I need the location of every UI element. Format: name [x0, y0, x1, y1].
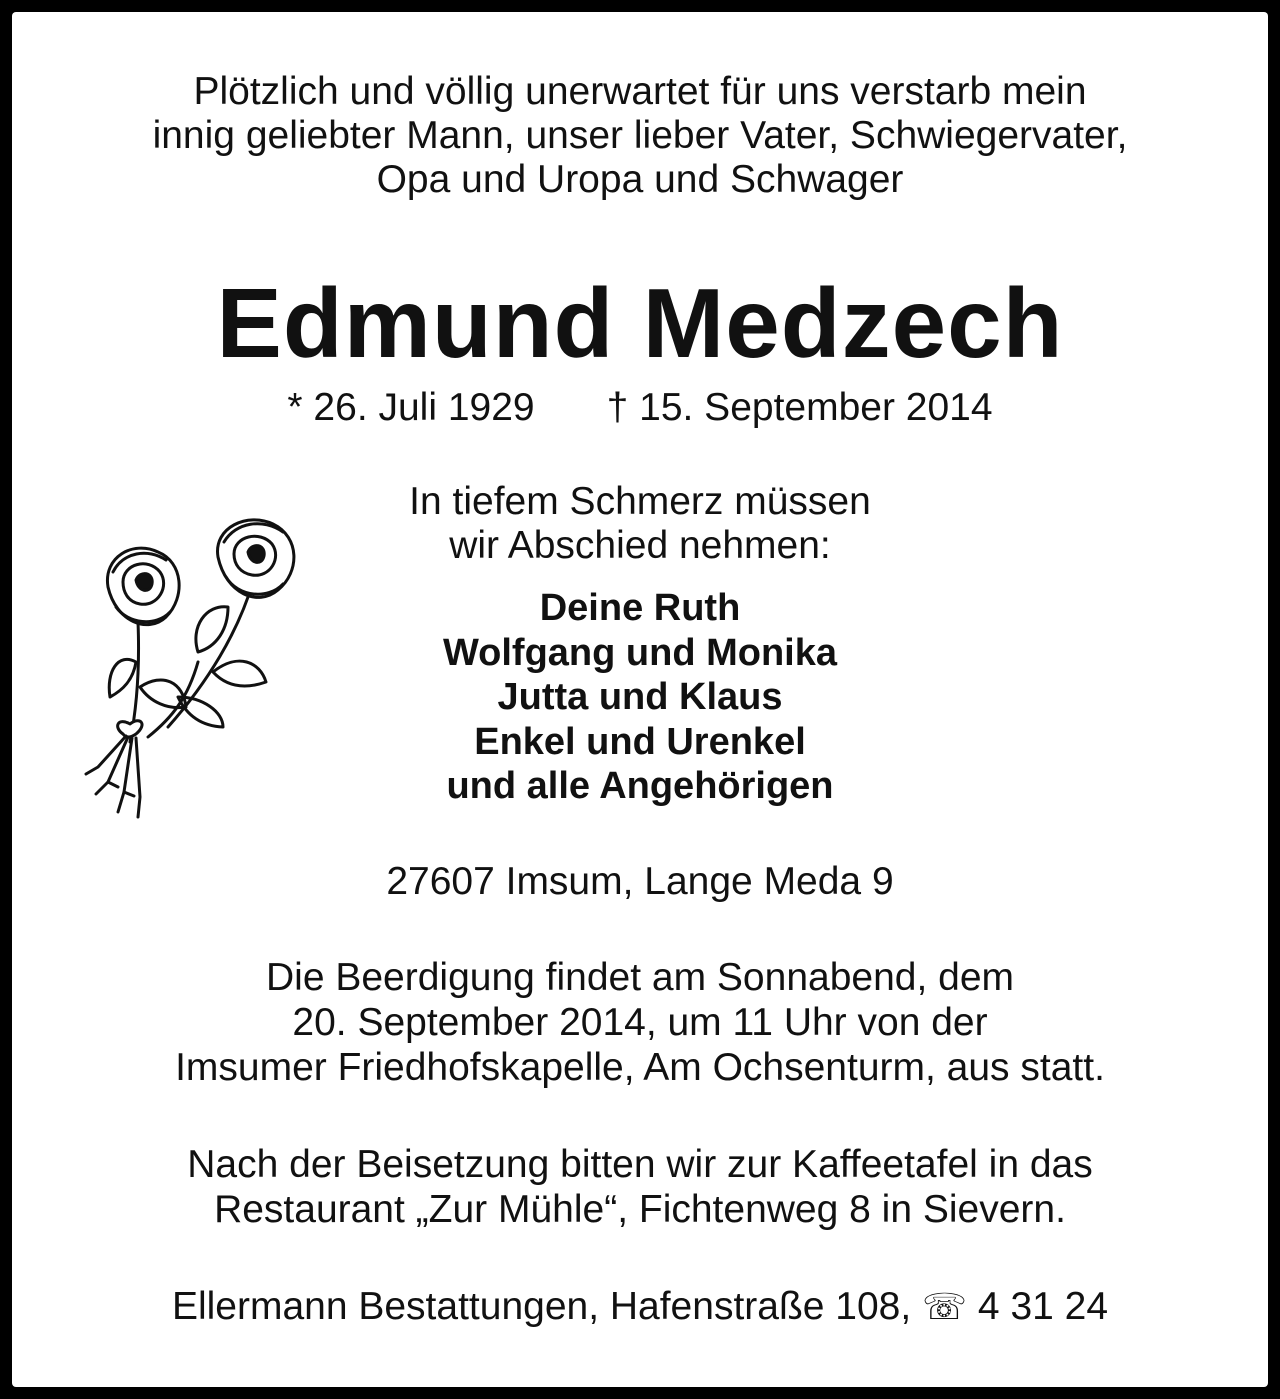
funeral-line: 20. September 2014, um 11 Uhr von der [292, 1001, 988, 1044]
coffee-line: Nach der Beisetzung bitten wir zur Kaffeetafel in das [187, 1143, 1093, 1186]
intro-line: innig geliebter Mann, unser lieber Vater, Schwiegervater, [152, 114, 1128, 157]
roses-bouquet-icon [78, 512, 308, 824]
death-date: † 15. September 2014 [606, 386, 993, 429]
family-member: Deine Ruth [539, 587, 741, 629]
mourning-line: In tiefem Schmerz müssen [409, 480, 871, 523]
family-member: Enkel und Urenkel [474, 720, 806, 763]
intro-line: Plötzlich und völlig unerwartet für uns verstarb mein [193, 70, 1087, 113]
family-member: Wolfgang und Monika [442, 631, 838, 674]
family-member: und alle Angehörigen [446, 765, 834, 807]
family-list [290, 586, 990, 809]
coffee-line: Restaurant „Zur Mühle“, Fichtenweg 8 in Sievern. [214, 1188, 1066, 1231]
deceased-name: Edmund Medzech [216, 268, 1064, 378]
undertaker-phone: 4 31 24 [967, 1285, 1109, 1328]
family-member: Jutta und Klaus [497, 676, 783, 718]
funeral-line: Die Beerdigung findet am Sonnabend, dem [265, 956, 1014, 999]
undertaker-info [0, 1283, 1280, 1332]
funeral-info [0, 955, 1280, 1090]
coffee-invitation [0, 1142, 1280, 1232]
telephone-icon: ☏ [922, 1287, 968, 1328]
life-dates [0, 386, 1280, 430]
mourning-line: wir Abschied nehmen: [449, 524, 831, 567]
intro-text [0, 70, 1280, 202]
mourning-text [290, 480, 990, 568]
intro-line: Opa und Uropa und Schwager [376, 158, 904, 201]
birth-date: * 26. Juli 1929 [287, 386, 535, 429]
funeral-line: Imsumer Friedhofskapelle, Am Ochsenturm, aus statt. [175, 1046, 1105, 1089]
family-address: 27607 Imsum, Lange Meda 9 [386, 860, 894, 903]
undertaker-text: Ellermann Bestattungen, Hafenstraße 108, [171, 1285, 923, 1328]
